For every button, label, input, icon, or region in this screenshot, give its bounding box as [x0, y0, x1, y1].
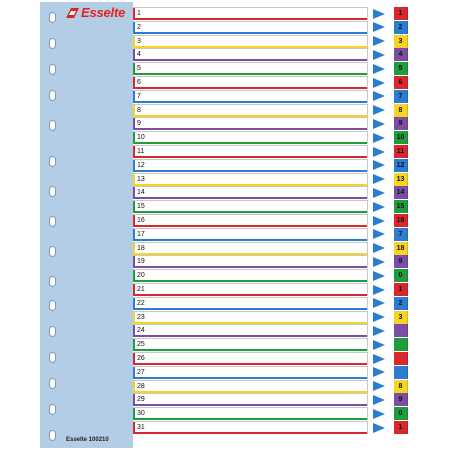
row-color-rule — [133, 87, 367, 89]
row-color-rule — [133, 322, 367, 324]
triangle-right-icon — [373, 174, 385, 184]
index-tab[interactable]: 2 — [394, 21, 408, 34]
triangle-right-icon — [373, 147, 385, 157]
index-tab[interactable]: 0 — [394, 269, 408, 282]
index-row[interactable] — [133, 421, 368, 434]
row-color-rule — [133, 280, 367, 282]
index-tab[interactable]: 9 — [394, 393, 408, 406]
punch-hole-icon — [49, 90, 56, 101]
row-number: 16 — [137, 217, 145, 224]
row-color-rule — [133, 349, 367, 351]
row-number: 2 — [137, 23, 141, 31]
triangle-right-icon — [373, 202, 385, 212]
index-tab[interactable]: 4 — [394, 48, 408, 61]
row-number: 5 — [137, 65, 141, 73]
index-row[interactable] — [133, 297, 368, 310]
index-row[interactable] — [133, 159, 368, 172]
triangle-right-icon — [373, 9, 385, 19]
triangle-right-icon — [373, 367, 385, 377]
row-number: 17 — [137, 230, 145, 238]
row-color-rule — [133, 253, 367, 255]
index-tab[interactable]: 8 — [394, 380, 408, 393]
row-color-rule — [133, 142, 367, 144]
index-row[interactable] — [133, 338, 368, 351]
punch-hole-icon — [49, 352, 56, 363]
index-row[interactable] — [133, 145, 368, 158]
triangle-right-icon — [373, 216, 385, 226]
index-row[interactable] — [133, 62, 368, 75]
index-tab[interactable]: 9 — [394, 255, 408, 268]
row-color-rule — [133, 377, 367, 379]
index-row[interactable] — [133, 393, 368, 406]
index-row[interactable] — [133, 283, 368, 296]
row-color-rule — [133, 239, 367, 241]
index-tab[interactable]: 14 — [394, 186, 408, 199]
row-number: 14 — [137, 189, 145, 197]
punch-hole-icon — [49, 64, 56, 75]
index-row[interactable] — [133, 352, 368, 365]
triangle-right-icon — [373, 91, 385, 101]
index-row[interactable] — [133, 380, 368, 393]
index-row[interactable] — [133, 76, 368, 89]
triangle-right-icon — [373, 298, 385, 308]
index-row[interactable] — [133, 366, 368, 379]
index-tab[interactable]: 0 — [394, 407, 408, 420]
punch-hole-icon — [49, 276, 56, 287]
row-number: 10 — [137, 134, 145, 142]
index-tab[interactable]: 8 — [394, 104, 408, 117]
row-color-rule — [133, 432, 367, 434]
row-number: 23 — [137, 313, 145, 321]
punch-hole-icon — [49, 404, 56, 415]
triangle-right-icon — [373, 229, 385, 239]
index-tab[interactable]: 15 — [394, 200, 408, 213]
index-tab[interactable] — [394, 324, 408, 337]
punch-hole-icon — [49, 430, 56, 441]
row-color-rule — [133, 211, 367, 213]
index-row[interactable] — [133, 173, 368, 186]
index-row[interactable] — [133, 104, 368, 117]
row-number: 8 — [137, 106, 141, 114]
row-color-rule — [133, 225, 367, 227]
index-tab[interactable]: 16 — [394, 214, 408, 227]
row-number: 24 — [137, 327, 145, 335]
triangle-right-icon — [373, 285, 385, 295]
index-tab[interactable]: 7 — [394, 90, 408, 103]
row-color-rule — [133, 46, 367, 48]
triangle-right-icon — [373, 423, 385, 433]
brand-name: Esselte — [81, 5, 126, 20]
index-tab[interactable]: 12 — [394, 159, 408, 172]
triangle-right-icon — [373, 326, 385, 336]
triangle-right-icon — [373, 381, 385, 391]
row-number: 1 — [137, 10, 141, 17]
index-tab[interactable] — [394, 352, 408, 365]
product-code: Esselte 100210 — [66, 437, 109, 443]
index-row[interactable] — [133, 255, 368, 268]
row-number: 9 — [137, 120, 141, 128]
esselte-logo-icon — [66, 8, 79, 18]
index-tab[interactable]: 3 — [394, 35, 408, 48]
row-color-rule — [133, 128, 367, 130]
index-row[interactable] — [133, 117, 368, 130]
index-tab[interactable]: 13 — [394, 173, 408, 186]
index-row[interactable] — [133, 228, 368, 241]
brand-logo — [66, 5, 125, 20]
row-color-rule — [133, 294, 367, 296]
row-color-rule — [133, 32, 367, 34]
punch-hole-icon — [49, 38, 56, 49]
triangle-right-icon — [373, 36, 385, 46]
row-number: 27 — [137, 368, 145, 376]
row-number: 28 — [137, 382, 145, 390]
row-number: 13 — [137, 175, 145, 183]
index-row[interactable] — [133, 242, 368, 255]
index-row[interactable] — [133, 90, 368, 103]
index-tab[interactable]: 5 — [394, 62, 408, 75]
row-color-rule — [133, 101, 367, 103]
index-row[interactable] — [133, 407, 368, 420]
row-number: 29 — [137, 396, 145, 404]
triangle-right-icon — [373, 409, 385, 419]
triangle-right-icon — [373, 133, 385, 143]
index-row[interactable] — [133, 131, 368, 144]
index-row[interactable] — [133, 7, 368, 20]
triangle-right-icon — [373, 22, 385, 32]
row-color-rule — [133, 115, 367, 117]
triangle-right-icon — [373, 340, 385, 350]
index-tab[interactable] — [394, 366, 408, 379]
index-row[interactable] — [133, 200, 368, 213]
index-row[interactable] — [133, 214, 368, 227]
triangle-right-icon — [373, 395, 385, 405]
punch-hole-icon — [49, 300, 56, 311]
row-color-rule — [133, 59, 367, 61]
row-number: 26 — [137, 355, 145, 362]
triangle-right-icon — [373, 188, 385, 198]
triangle-right-icon — [373, 257, 385, 267]
row-color-rule — [133, 266, 367, 268]
row-color-rule — [133, 170, 367, 172]
triangle-right-icon — [373, 119, 385, 129]
index-tab[interactable] — [394, 338, 408, 351]
index-row[interactable] — [133, 186, 368, 199]
row-color-rule — [133, 418, 367, 420]
row-number: 15 — [137, 203, 145, 211]
punch-hole-icon — [49, 326, 56, 337]
row-number: 31 — [137, 424, 145, 431]
index-tab[interactable]: 9 — [394, 117, 408, 130]
punch-hole-icon — [49, 246, 56, 257]
triangle-right-icon — [373, 50, 385, 60]
index-tab[interactable]: 3 — [394, 311, 408, 324]
punch-hole-icon — [49, 216, 56, 227]
index-row[interactable] — [133, 269, 368, 282]
row-number: 11 — [137, 148, 145, 155]
row-number: 7 — [137, 92, 141, 100]
row-color-rule — [133, 363, 367, 365]
index-row[interactable] — [133, 48, 368, 61]
row-color-rule — [133, 335, 367, 337]
triangle-right-icon — [373, 312, 385, 322]
row-number: 12 — [137, 161, 145, 169]
punch-hole-icon — [49, 156, 56, 167]
row-number: 6 — [137, 79, 141, 86]
triangle-right-icon — [373, 243, 385, 253]
index-row[interactable] — [133, 324, 368, 337]
row-color-rule — [133, 404, 367, 406]
index-row[interactable] — [133, 311, 368, 324]
row-color-rule — [133, 197, 367, 199]
row-number: 19 — [137, 258, 145, 266]
index-tab[interactable]: 2 — [394, 297, 408, 310]
row-number: 25 — [137, 341, 145, 349]
index-row[interactable] — [133, 35, 368, 48]
punch-hole-icon — [49, 186, 56, 197]
row-number: 4 — [137, 51, 141, 59]
triangle-right-icon — [373, 160, 385, 170]
punch-hole-icon — [49, 120, 56, 131]
row-number: 21 — [137, 286, 145, 293]
index-tab[interactable]: 18 — [394, 242, 408, 255]
index-tab[interactable]: 6 — [394, 76, 408, 89]
triangle-right-icon — [373, 78, 385, 88]
row-number: 18 — [137, 244, 145, 252]
punch-hole-icon — [49, 12, 56, 23]
index-tab[interactable]: 1 — [394, 421, 408, 434]
index-tab[interactable]: 7 — [394, 228, 408, 241]
index-row[interactable] — [133, 21, 368, 34]
triangle-right-icon — [373, 271, 385, 281]
row-number: 22 — [137, 299, 145, 307]
punch-hole-icon — [49, 378, 56, 389]
index-tab[interactable]: 1 — [394, 283, 408, 296]
row-number: 20 — [137, 272, 145, 280]
row-number: 3 — [137, 37, 141, 45]
row-number: 30 — [137, 410, 145, 418]
row-color-rule — [133, 308, 367, 310]
triangle-right-icon — [373, 64, 385, 74]
index-tab[interactable]: 11 — [394, 145, 408, 158]
row-color-rule — [133, 18, 367, 20]
row-color-rule — [133, 73, 367, 75]
row-color-rule — [133, 391, 367, 393]
row-color-rule — [133, 156, 367, 158]
index-tab[interactable]: 1 — [394, 7, 408, 20]
triangle-right-icon — [373, 354, 385, 364]
index-tab[interactable]: 10 — [394, 131, 408, 144]
row-color-rule — [133, 184, 367, 186]
triangle-right-icon — [373, 105, 385, 115]
